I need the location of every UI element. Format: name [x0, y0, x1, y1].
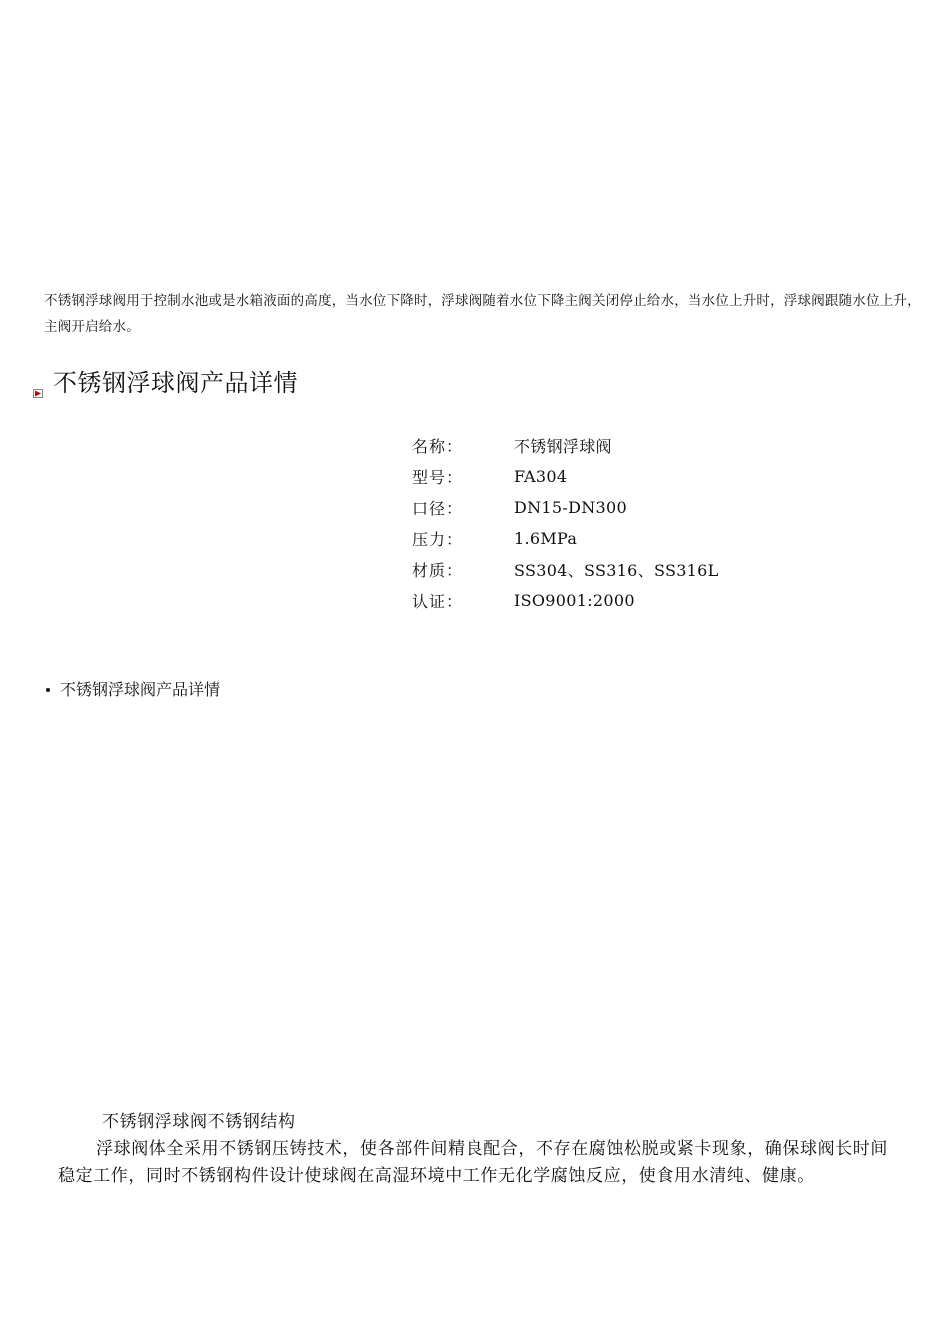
list-item [46, 677, 220, 703]
spec-row [412, 430, 719, 461]
structure-body: 浮球阀体全采用不锈钢压铸技术，使各部件间精良配合，不存在腐蚀松脱或紧卡现象，确保球阀长时间稳定工作，同时不锈钢构件设计使球阀在高湿环境中工作无化学腐蚀反应，使食用水清纯、健康。 [58, 1139, 888, 1186]
spec-label: 压力： [412, 530, 464, 549]
structure-title: 不锈钢浮球阀不锈钢结构 [102, 1112, 296, 1132]
spec-label: 型号： [412, 468, 464, 487]
spec-label: 认证： [412, 592, 464, 611]
spec-row [412, 523, 719, 554]
intro-paragraph: 不锈钢浮球阀用于控制水池或是水箱液面的高度，当水位下降时，浮球阀随着水位下降主阀关闭停止给水，当水位上升时，浮球阀跟随水位上升，主阀开启给水。 [44, 293, 921, 335]
spec-label: 材质： [412, 561, 464, 580]
structure-section [58, 1109, 888, 1190]
spec-value: ISO9001:2000 [514, 591, 635, 610]
list-item-text: 不锈钢浮球阀产品详情 [60, 680, 221, 699]
section-heading [33, 360, 298, 400]
broken-image-icon [33, 383, 43, 392]
bullet-dot-icon [46, 688, 50, 692]
spec-value: 1.6MPa [514, 529, 578, 548]
spec-label: 口径： [412, 499, 464, 518]
spec-row [412, 554, 719, 585]
spec-row [412, 492, 719, 523]
spec-value: DN15-DN300 [514, 498, 627, 517]
section-title: 不锈钢浮球阀产品详情 [53, 368, 298, 397]
spec-value: FA304 [514, 467, 568, 486]
spec-value: SS304、SS316、SS316L [514, 561, 719, 580]
spec-row [412, 585, 719, 616]
spec-label: 名称： [412, 437, 464, 456]
spec-value: 不锈钢浮球阀 [514, 437, 612, 456]
spec-row [412, 461, 719, 492]
spec-table [412, 430, 719, 616]
